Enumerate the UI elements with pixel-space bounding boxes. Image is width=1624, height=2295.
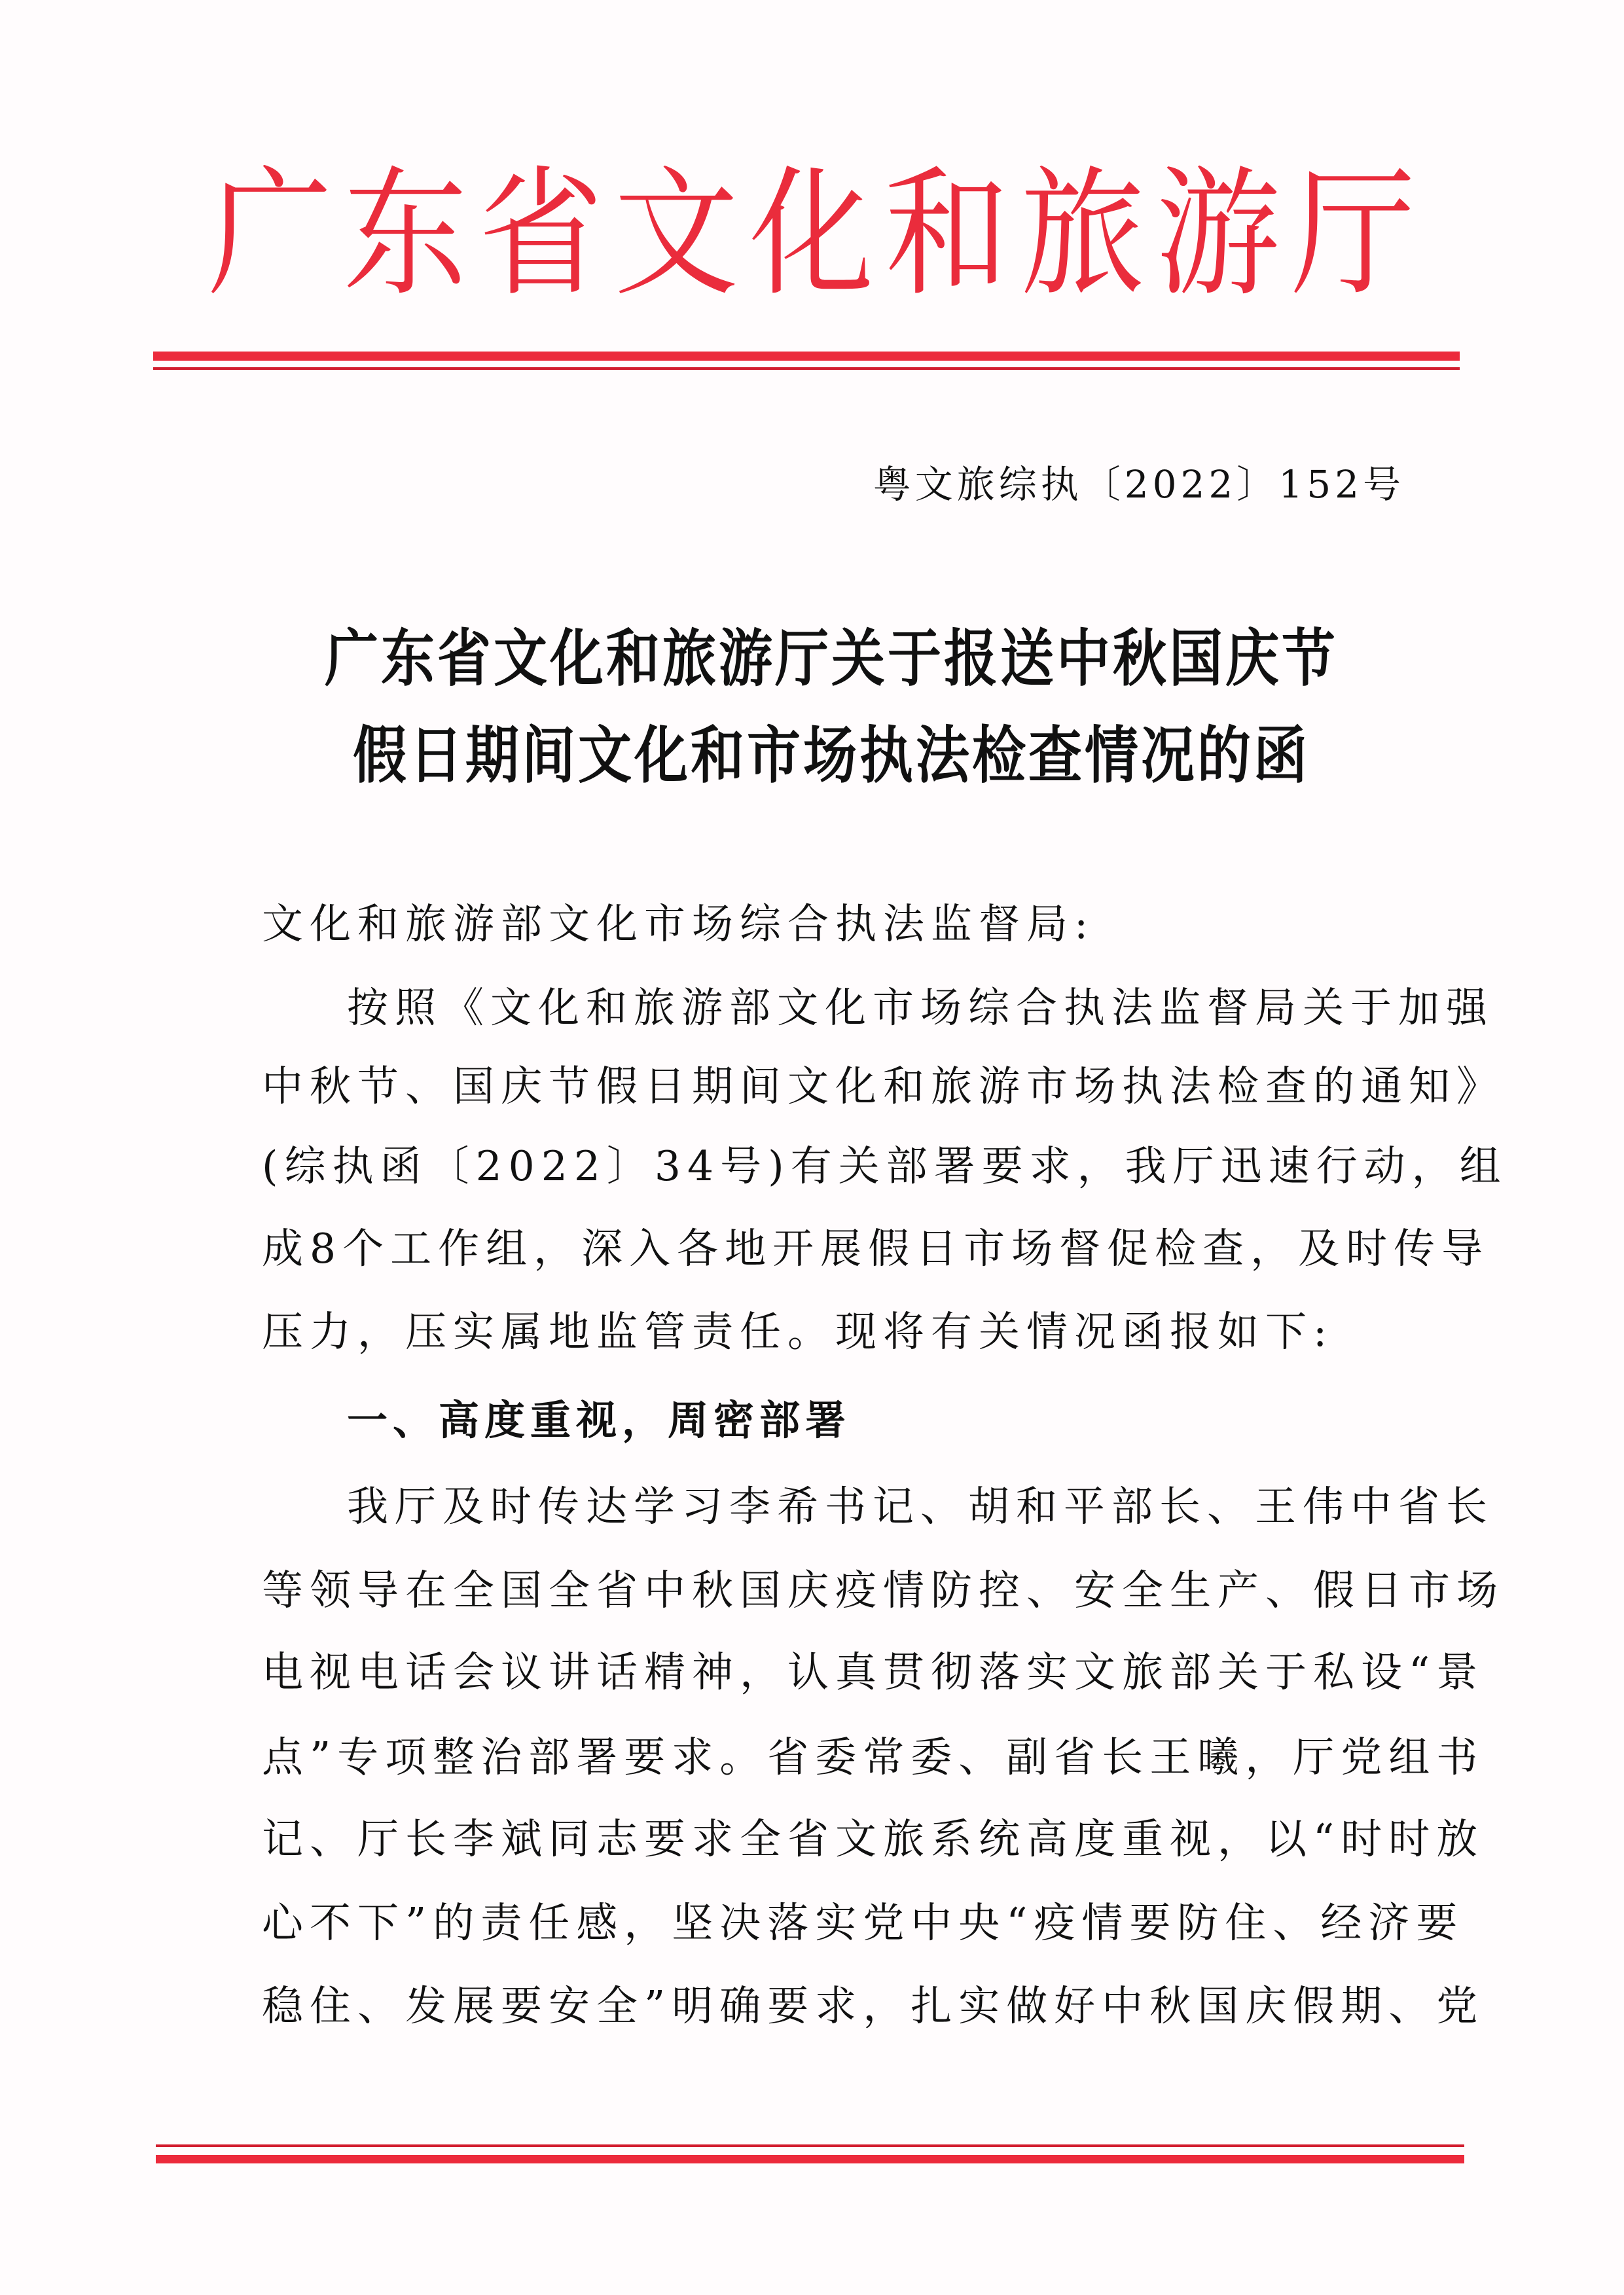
document-title-line-1: 广东省文化和旅游厅关于报送中秋国庆节 <box>324 623 1338 695</box>
paragraph-2-line: 心不下”的责任感，坚决落实党中央“疫情要防住、经济要 <box>262 1899 1464 1947</box>
paragraph-1-line: 按照《文化和旅游部文化市场综合执法监督局关于加强 <box>347 984 1494 1032</box>
masthead-character: 省 <box>478 153 604 316</box>
letterhead-rule-thick <box>153 352 1460 361</box>
masthead-character: 游 <box>1155 153 1280 316</box>
paragraph-2-line: 电视电话会议讲话精神，认真贯彻落实文旅部关于私设“景 <box>262 1648 1485 1696</box>
section-heading: 一、高度重视，周密部署 <box>347 1396 852 1444</box>
masthead-character: 厅 <box>1291 153 1416 316</box>
document-number: 粤文旅综执〔2022〕152号 <box>873 462 1405 507</box>
recipient: 文化和旅游部文化市场综合执法监督局: <box>262 900 1095 948</box>
paragraph-2-line: 我厅及时传达学习李希书记、胡和平部长、王伟中省长 <box>347 1483 1494 1530</box>
paragraph-2-line: 记、厅长李斌同志要求全省文旅系统高度重视，以“时时放 <box>262 1815 1485 1863</box>
paragraph-1-line: 成8个工作组，深入各地开展假日市场督促检查，及时传导 <box>262 1225 1490 1273</box>
letterhead-organization <box>203 153 1420 316</box>
masthead-character: 文 <box>614 153 739 316</box>
masthead-character: 和 <box>884 153 1009 316</box>
masthead-character: 东 <box>343 153 468 316</box>
paragraph-1-line: 中秋节、国庆节假日期间文化和旅游市场执法检查的通知》 <box>262 1062 1504 1110</box>
paragraph-1-line: (综执函〔2022〕34号)有关部署要求，我厅迅速行动，组 <box>262 1142 1507 1190</box>
masthead-character: 化 <box>749 153 874 316</box>
masthead-character: 广 <box>208 153 333 316</box>
footer-rule-thin <box>156 2144 1464 2147</box>
letterhead-rule-thin <box>153 367 1460 370</box>
paragraph-1-line: 压力，压实属地监管责任。现将有关情况函报如下: <box>262 1308 1334 1356</box>
paragraph-2-line: 等领导在全国全省中秋国庆疫情防控、安全生产、假日市场 <box>262 1566 1504 1614</box>
paragraph-2-line: 点”专项整治部署要求。省委常委、副省长王曦，厅党组书 <box>262 1733 1485 1781</box>
masthead-character: 旅 <box>1020 153 1145 316</box>
footer-rule-thick <box>156 2155 1464 2163</box>
document-title-line-2: 假日期间文化和市场执法检查情况的函 <box>352 720 1310 792</box>
paragraph-2-line: 稳住、发展要安全”明确要求，扎实做好中秋国庆假期、党 <box>262 1982 1485 2030</box>
